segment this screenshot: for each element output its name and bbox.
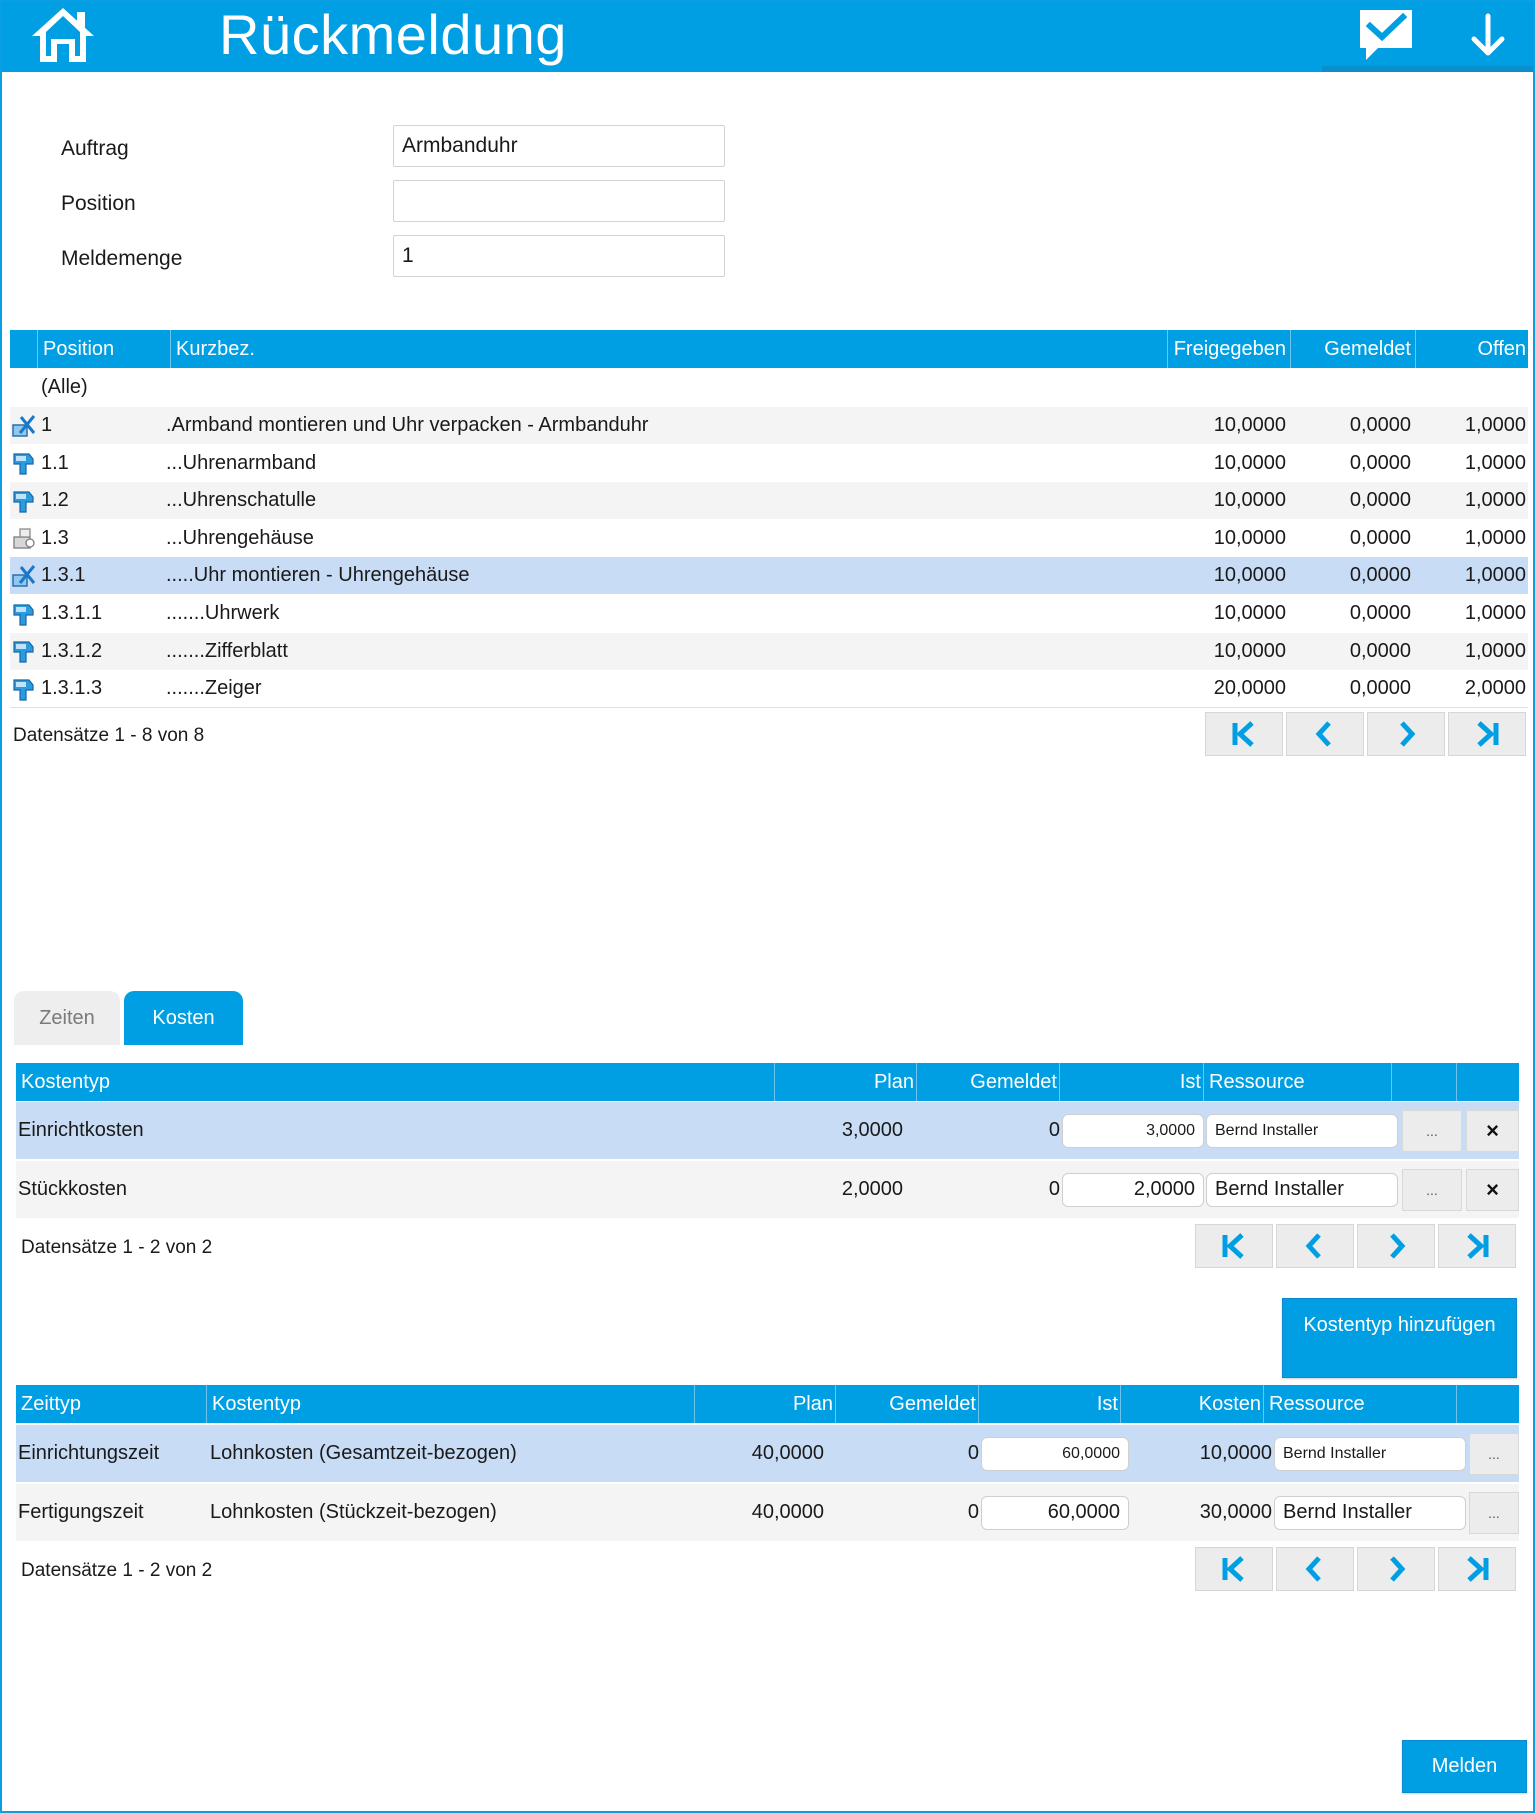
- cell-gemeldet: 0: [967, 1442, 979, 1464]
- costs-record-count: Datensätze 1 - 2 von 2: [21, 1237, 213, 1258]
- arrow-down-icon[interactable]: [1466, 12, 1510, 60]
- cell-freigegeben: 10,0000: [1213, 526, 1286, 549]
- cell-kurzbez: .....Uhr montieren - Uhrengehäuse: [166, 564, 470, 587]
- table-divider: [10, 707, 1528, 708]
- col-position[interactable]: Position: [38, 330, 171, 368]
- times-pager: [1195, 1547, 1516, 1591]
- part-icon: [10, 445, 38, 482]
- melden-button[interactable]: [1402, 1740, 1527, 1793]
- pager-last-button[interactable]: [1438, 1224, 1516, 1268]
- cell-offen: 1,0000: [1464, 564, 1526, 587]
- position-label: Position: [61, 192, 136, 215]
- col-kostentyp[interactable]: Kostentyp: [207, 1385, 695, 1423]
- col-delete: [1457, 1063, 1519, 1101]
- table-row[interactable]: [16, 1161, 1519, 1218]
- cell-gemeldet: 0,0000: [1349, 677, 1411, 700]
- cell-position: 1.3.1: [41, 564, 86, 587]
- prev-page-icon: [1311, 720, 1339, 748]
- position-input[interactable]: [393, 180, 725, 222]
- times-record-count: Datensätze 1 - 2 von 2: [21, 1560, 213, 1581]
- cell-position: 1.3: [41, 526, 69, 549]
- col-ist[interactable]: Ist: [979, 1385, 1121, 1423]
- col-zeittyp[interactable]: Zeittyp: [16, 1385, 207, 1423]
- table-row[interactable]: [10, 633, 1528, 670]
- cell-kosten: 10,0000: [1199, 1442, 1272, 1464]
- add-kostentyp-button[interactable]: [1282, 1298, 1517, 1378]
- delete-button[interactable]: ×: [1466, 1169, 1519, 1211]
- cell-zeittyp: Fertigungszeit: [18, 1501, 144, 1523]
- col-ressource[interactable]: Ressource: [1204, 1063, 1392, 1101]
- melden-label: Melden: [1431, 1755, 1498, 1777]
- cell-gemeldet: 0,0000: [1349, 639, 1411, 662]
- home-icon[interactable]: [28, 4, 98, 66]
- cell-position: 1: [41, 414, 53, 436]
- cell-kurzbez: .......Zeiger: [166, 677, 262, 700]
- cell-kostentyp: Stückkosten: [18, 1178, 127, 1200]
- first-page-icon: [1230, 720, 1258, 748]
- pager-next-button[interactable]: [1367, 712, 1445, 756]
- cell-offen: 1,0000: [1464, 489, 1526, 512]
- next-page-icon: [1392, 720, 1420, 748]
- col-gemeldet[interactable]: Gemeldet: [1291, 330, 1416, 368]
- cell-offen: 1,0000: [1464, 639, 1526, 662]
- prev-page-icon: [1301, 1555, 1329, 1583]
- col-gemeldet[interactable]: Gemeldet: [917, 1063, 1060, 1101]
- cell-freigegeben: 10,0000: [1213, 602, 1286, 624]
- pager-prev-button[interactable]: [1286, 712, 1364, 756]
- more-button[interactable]: ...: [1469, 1433, 1519, 1475]
- ist-input[interactable]: 3,0000: [1062, 1114, 1204, 1148]
- part-icon: [10, 482, 38, 519]
- last-page-icon: [1463, 1232, 1491, 1260]
- ressource-input[interactable]: Bernd Installer: [1206, 1173, 1398, 1207]
- cell-freigegeben: 10,0000: [1213, 639, 1286, 662]
- more-button[interactable]: ...: [1402, 1169, 1462, 1211]
- positions-record-count: Datensätze 1 - 8 von 8: [13, 725, 205, 746]
- cell-kurzbez: ...Uhrenschatulle: [166, 489, 317, 512]
- cell-plan: 40,0000: [751, 1442, 824, 1464]
- cell-plan: 40,0000: [751, 1501, 824, 1523]
- pager-first-button[interactable]: [1195, 1547, 1273, 1591]
- table-row[interactable]: [16, 1102, 1519, 1159]
- cell-position: 1.3.1.2: [41, 639, 103, 662]
- table-row[interactable]: [10, 557, 1528, 594]
- cell-kurzbez: ...Uhrengehäuse: [166, 526, 314, 549]
- cell-kosten: 30,0000: [1199, 1501, 1272, 1523]
- pager-last-button[interactable]: [1448, 712, 1526, 756]
- page-title: Rückmeldung: [219, 3, 567, 66]
- auftrag-label: Auftrag: [61, 137, 129, 160]
- cell-gemeldet: 0,0000: [1349, 414, 1411, 436]
- cell-position: 1.2: [41, 489, 69, 512]
- pager-first-button[interactable]: [1195, 1224, 1273, 1268]
- cell-freigegeben: 10,0000: [1213, 414, 1286, 436]
- cell-kostentyp: Lohnkosten (Stückzeit-bezogen): [210, 1501, 497, 1523]
- positions-table-header: [10, 330, 1528, 368]
- cell-position: 1.3.1.1: [41, 602, 103, 624]
- filter-all[interactable]: (Alle): [41, 376, 88, 398]
- table-row[interactable]: [10, 670, 1528, 707]
- col-plan[interactable]: Plan: [695, 1385, 836, 1423]
- cell-position: 1.1: [41, 451, 69, 474]
- ist-input[interactable]: 2,0000: [1062, 1173, 1204, 1207]
- meldemenge-label: Meldemenge: [61, 247, 183, 270]
- cell-offen: 1,0000: [1464, 451, 1526, 474]
- cell-freigegeben: 20,0000: [1213, 677, 1286, 700]
- filter-row[interactable]: [10, 369, 1528, 406]
- cell-plan: 3,0000: [841, 1119, 903, 1141]
- table-row[interactable]: [10, 445, 1528, 482]
- last-page-icon: [1463, 1555, 1491, 1583]
- table-row[interactable]: [10, 520, 1528, 557]
- table-row[interactable]: [16, 1484, 1519, 1541]
- ressource-input[interactable]: Bernd Installer: [1274, 1437, 1466, 1471]
- ist-input[interactable]: 60,0000: [981, 1496, 1129, 1530]
- cell-plan: 2,0000: [841, 1178, 903, 1200]
- work-step-icon: [10, 407, 38, 444]
- pager-next-button[interactable]: [1357, 1547, 1435, 1591]
- col-offen[interactable]: Offen: [1477, 338, 1526, 360]
- cell-kostentyp: Lohnkosten (Gesamtzeit-bezogen): [210, 1442, 517, 1464]
- more-button[interactable]: ...: [1402, 1110, 1462, 1152]
- cell-gemeldet: 0,0000: [1349, 526, 1411, 549]
- cell-gemeldet: 0,0000: [1349, 602, 1411, 624]
- costs-table-header: [16, 1063, 1519, 1101]
- cell-zeittyp: Einrichtungszeit: [18, 1442, 160, 1464]
- table-row[interactable]: [10, 407, 1528, 444]
- col-ist[interactable]: Ist: [1060, 1063, 1204, 1101]
- last-page-icon: [1473, 720, 1501, 748]
- confirm-message-icon[interactable]: [1356, 6, 1416, 64]
- next-page-icon: [1382, 1232, 1410, 1260]
- part-icon: [10, 633, 38, 670]
- delete-button[interactable]: ×: [1466, 1110, 1519, 1152]
- work-step-icon: [10, 557, 38, 594]
- cell-gemeldet: 0: [967, 1501, 979, 1523]
- times-table-header: [16, 1385, 1519, 1423]
- cell-gemeldet: 0,0000: [1349, 564, 1411, 587]
- cell-freigegeben: 10,0000: [1213, 451, 1286, 474]
- icon-column-header: [10, 330, 38, 368]
- col-gemeldet[interactable]: Gemeldet: [836, 1385, 979, 1423]
- next-page-icon: [1382, 1555, 1410, 1583]
- positions-pager: [1205, 712, 1526, 756]
- tab-kosten[interactable]: Kosten: [124, 991, 243, 1045]
- cell-kurzbez: .Armband montieren und Uhr verpacken - Armbanduhr: [166, 414, 649, 436]
- tab-zeiten[interactable]: Zeiten: [14, 991, 120, 1045]
- cell-offen: 1,0000: [1464, 414, 1526, 436]
- pager-prev-button[interactable]: [1276, 1547, 1354, 1591]
- prev-page-icon: [1301, 1232, 1329, 1260]
- pager-prev-button[interactable]: [1276, 1224, 1354, 1268]
- cell-gemeldet: 0,0000: [1349, 489, 1411, 512]
- cell-freigegeben: 10,0000: [1213, 564, 1286, 587]
- more-button[interactable]: ...: [1469, 1492, 1519, 1534]
- first-page-icon: [1220, 1232, 1248, 1260]
- add-kostentyp-label: Kostentyp hinzufügen: [1303, 1314, 1496, 1336]
- cell-gemeldet: 0: [1048, 1119, 1060, 1141]
- part-icon: [10, 670, 38, 707]
- col-ressource[interactable]: Ressource: [1264, 1385, 1457, 1423]
- ist-input[interactable]: 60,0000: [981, 1437, 1129, 1471]
- first-page-icon: [1220, 1555, 1248, 1583]
- cell-gemeldet: 0: [1048, 1178, 1060, 1200]
- meldemenge-input[interactable]: 1: [393, 235, 725, 277]
- cell-offen: 1,0000: [1464, 602, 1526, 624]
- col-kurzbez[interactable]: Kurzbez.: [171, 330, 1168, 368]
- col-kostentyp[interactable]: Kostentyp: [16, 1063, 775, 1101]
- costs-pager: [1195, 1224, 1516, 1268]
- col-kosten[interactable]: Kosten: [1121, 1385, 1264, 1423]
- col-freigegeben[interactable]: Freigegeben: [1168, 330, 1291, 368]
- table-row[interactable]: [10, 595, 1528, 632]
- cell-kurzbez: .......Uhrwerk: [166, 602, 280, 624]
- pager-last-button[interactable]: [1438, 1547, 1516, 1591]
- ressource-input[interactable]: Bernd Installer: [1274, 1496, 1466, 1530]
- cell-offen: 2,0000: [1464, 677, 1526, 700]
- header-divider: [1322, 66, 1535, 72]
- table-row[interactable]: [10, 482, 1528, 519]
- cell-freigegeben: 10,0000: [1213, 489, 1286, 512]
- cell-offen: 1,0000: [1464, 526, 1526, 549]
- col-more: [1457, 1385, 1519, 1423]
- table-row[interactable]: [16, 1425, 1519, 1482]
- part-icon: [10, 595, 38, 632]
- col-plan[interactable]: Plan: [775, 1063, 917, 1101]
- col-more: [1392, 1063, 1457, 1101]
- pager-next-button[interactable]: [1357, 1224, 1435, 1268]
- ressource-input[interactable]: Bernd Installer: [1206, 1114, 1398, 1148]
- cell-kurzbez: .......Zifferblatt: [166, 639, 288, 662]
- cell-position: 1.3.1.3: [41, 677, 103, 700]
- cell-gemeldet: 0,0000: [1349, 451, 1411, 474]
- cell-kurzbez: ...Uhrenarmband: [166, 451, 317, 474]
- cell-kostentyp: Einrichtkosten: [18, 1119, 144, 1141]
- auftrag-input[interactable]: Armbanduhr: [393, 125, 725, 167]
- pager-first-button[interactable]: [1205, 712, 1283, 756]
- app-header: [0, 0, 1535, 72]
- assembly-icon: [10, 520, 38, 557]
